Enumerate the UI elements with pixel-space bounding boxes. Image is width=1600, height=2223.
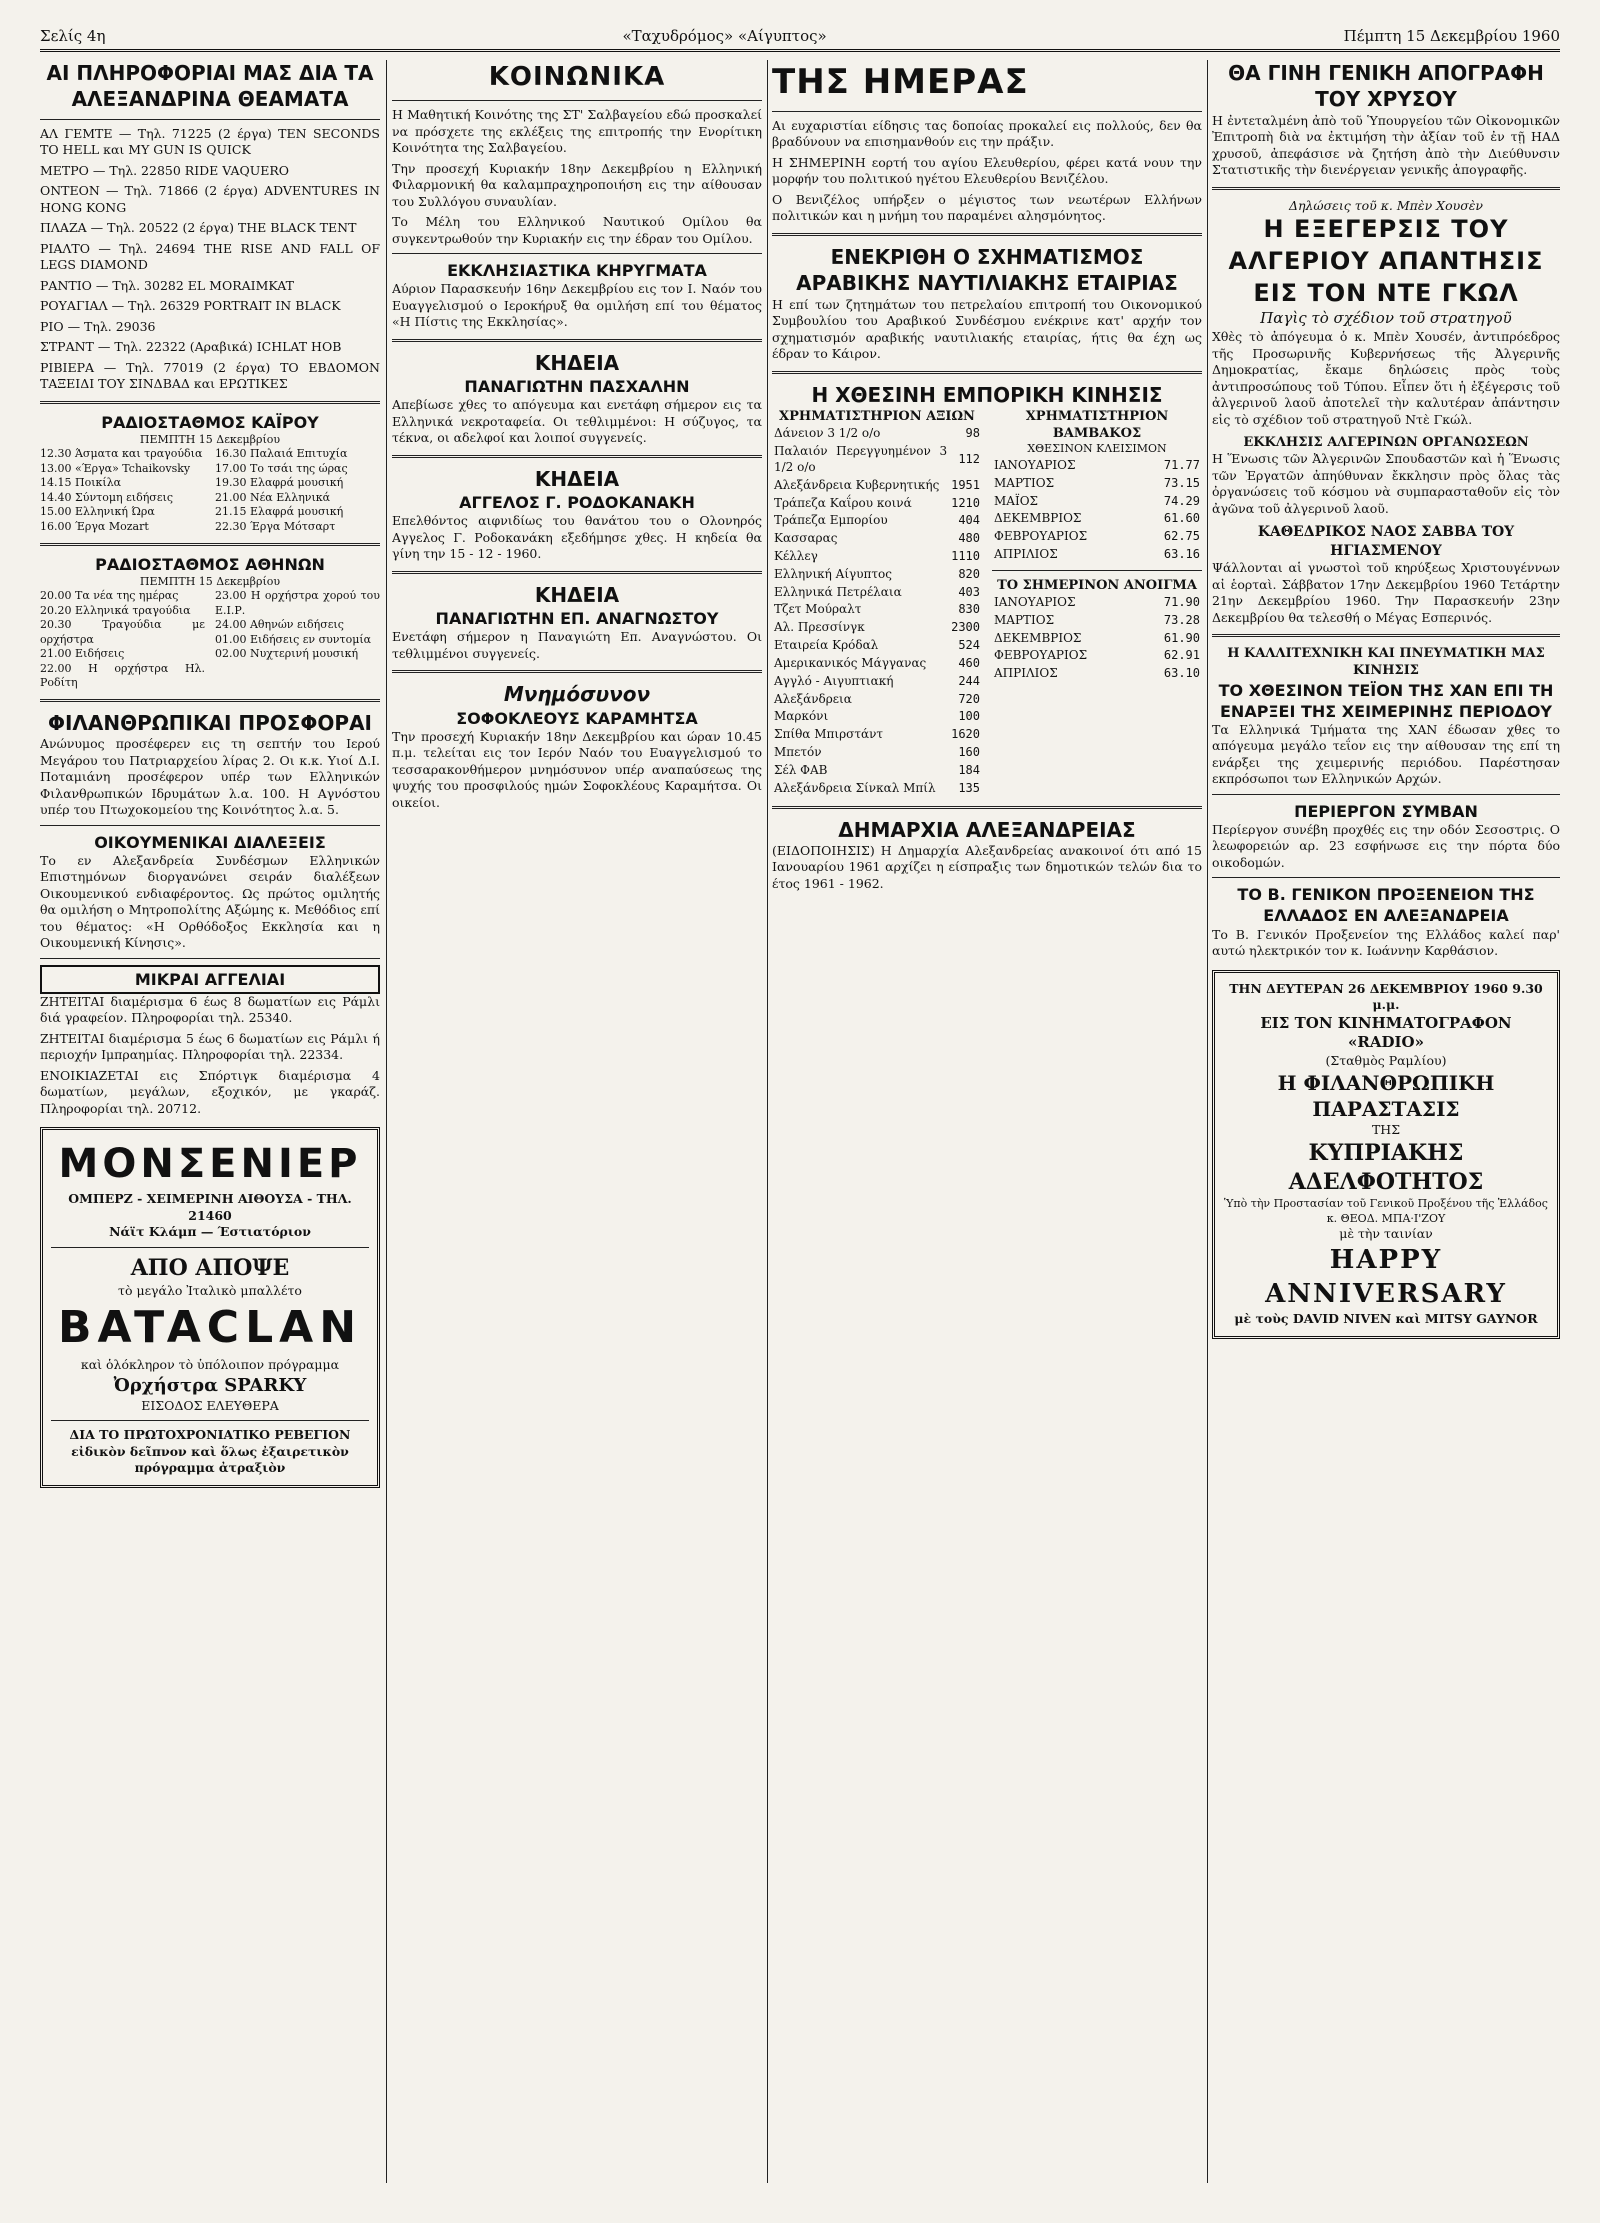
housen-subheading: Παγὶς τὸ σχέδιον τοῦ στρατηγοῦ [1260,309,1512,328]
donations-text: Ανώνυμος προσέφερεν εις τη σεπτήν του Ιερού Μεγάρου του Πατριαρχείου λίρας 2. Οι κ.κ. Υιοί Δ.Ι. Ποταμιάνη προσέφερον υπέρ των Ελληνικών Φιλανθρωπικών Ιδρυμάτων λ.α. 100. Η Αγνόστου υπέρ του Πτωχοκομείου της Κοινότητος λ.α. 5. [40,736,380,818]
table-row [772,655,982,673]
cinema-entry: ΡΑΝΤΙΟ — Τηλ. 30282 EL MORAIMKAT [40,277,294,293]
table-row [772,566,982,584]
ad-from: ΑΠΟ ΑΠΟΨΕ [130,1254,290,1281]
issue-date: Πέμπτη 15 Δεκεμβρίου 1960 [1343,27,1560,45]
radio-cairo-heading: ΡΑΔΙΟΣΤΑΘΜΟΣ ΚΑΪΡΟΥ [101,412,319,432]
table-value: 1951 [951,477,980,492]
table-row [772,443,982,477]
table-label: Κέλλεγ [774,549,818,563]
ad-organization: ΚΥΠΡΙΑΚΗΣ ΑΔΕΛΦΟΤΗΤΟΣ [1288,1139,1484,1195]
table-row [772,762,982,780]
radio-program-item: 14.15 Ποικίλα [40,476,122,490]
masthead [40,12,1560,52]
radio-program-item: 20.30 Τραγούδια με ορχήστρα [40,618,205,646]
table-label: Τζετ Μούραλτ [774,602,862,617]
radio-cinema-ad [1212,970,1560,1339]
table-row [772,673,982,691]
census-heading: ΘΑ ΓΙΝΗ ΓΕΝΙΚΗ ΑΠΟΓΡΑΦΗ ΤΟΥ ΧΡΥΣΟΥ [1228,61,1544,112]
table-value: 820 [958,566,980,581]
funeral-name-1: ΠΑΝΑΓΙΩΤΗΝ ΠΑΣΧΑΛΗΝ [464,377,690,397]
ad-the: ΤΗΣ [1371,1122,1401,1138]
radio-program-item: 21.00 Νέα Ελληνικά [215,490,331,504]
day-paragraph: Αι ευχαριστίαι είδησις τας δοποίας προκαλεί εις πολλούς, δεν θα βραδύνουν να επισημανθούν εις την πράξιν. [772,117,1202,150]
table-row [772,512,982,530]
table-label: Αλεξάνδρεια Σίνκαλ Μπίλ [774,780,936,795]
cinema-entry: ΜΕΤΡΟ — Τηλ. 22850 RIDE VAQUERO [40,162,290,178]
ad-description-2: καὶ ὁλόκληρον τὸ ὑπόλοιπον πρόγραμμα [80,1357,340,1373]
table-row [772,548,982,566]
table-value: 2300 [951,620,980,635]
column-rule [1207,60,1208,2183]
cotton-table [992,457,1202,564]
table-row [992,493,1202,511]
table-label: ΑΠΡΙΛΙΟΣ [994,547,1058,562]
table-row [992,647,1202,665]
table-row [772,691,982,709]
day-paragraph: Η ΣΗΜΕΡΙΝΗ εορτή του αγίου Ελευθερίου, φέρει κατά νουν την μορφήν του πολιτικού ηγέτου Ελευθερίου Βενιζέλου. [772,154,1202,187]
table-value: 61.60 [1163,511,1200,526]
radio-program-item: 21.15 Ελαφρά μουσική [215,505,344,519]
housen-kicker: Δηλώσεις τοῦ κ. Μπὲν Χουσὲν [1288,197,1484,213]
shipping-text: Η επί των ζητημάτων του πετρελαίου επιτροπή του Οικονομικού Συμβουλίου του Αραβικού Συνδέσμου ενέκρινε κατ' αρχήν τον σχηματισμόν αραβικής ναυτιλιακής εταιρίας, ήτις θα έχη ως έδραν το Κάιρον. [772,296,1202,362]
table-value: 63.16 [1163,547,1200,562]
table-value: 98 [965,426,980,441]
incident-text: Περίεργον συνέβη προχθές εις την οδόν Σεσοστρις. Ο λεωφορειών αρ. 23 εσφήνωσε εις την πόρτα δύο οικοδομών. [1212,821,1560,870]
ad-with: μὲ τὴν ταινίαν [1339,1226,1433,1242]
ad-station: (Σταθμὸς Ραμλίου) [1325,1053,1447,1069]
market-tables [772,408,1202,798]
table-row [772,530,982,548]
table-row [772,584,982,602]
table-row [992,528,1202,546]
day-heading: ΤΗΣ ΗΜΕΡΑΣ [772,62,1029,102]
radio-program-item: 22.30 Έργα Μότσαρτ [215,519,336,533]
ad-description: τὸ μεγάλο Ἰταλικὸ μπαλλέτο [118,1282,302,1298]
table-row [992,510,1202,528]
social-item: Την προσεχή Κυριακήν 18ην Δεκεμβρίου η Ελληνική Φιλαρμονική θα καλαμπραχηροποιήση εις την αίθουσαν του Συλλόγου συναυλίαν. [392,160,762,209]
ad-orchestra: Ὀρχήστρα SPARKY [113,1374,307,1396]
classifieds-heading: ΜΙΚΡΑΙ ΑΓΓΕΛΙΑΙ [40,965,380,994]
table-value: 1210 [951,495,980,510]
table-label: Σέλ ΦΑΒ [774,762,828,777]
cultural-text: Τα Ελληνικά Τμήματα της ΧΑΝ έδωσαν χθες το απόγευμα μεγάλο τεΐον εις την αίθουσαν της επί τη ενάρξει της χειμερινής περιόδου. Παρέστησαν εκπρόσωποι των Ελληνικών Αρχών. [1212,721,1560,787]
ad-show-name: BATACLAN [57,1302,363,1354]
memorial-name: ΣΟΦΟΚΛΕΟΥΣ ΚΑΡΑΜΗΤΣΑ [456,708,698,728]
incident-heading: ΠΕΡΙΕΡΓΟΝ ΣΥΜΒΑΝ [1294,801,1478,821]
table-value: 135 [958,780,980,795]
cinema-entry: ΑΛ ΓΕΜΤΕ — Τηλ. 71225 (2 έργα) TEN SECONDS TO HELL και MY GUN IS QUICK [40,125,380,158]
table-label: ΜΑΡΤΙΟΣ [994,475,1055,490]
radio-athens-date: ΠΕΜΠΤΗ 15 Δεκεμβρίου [139,574,281,588]
classified-entry: ΕΝΟΙΚΙΑΖΕΤΑΙ εις Σπόρτιγκ διαμέρισμα 4 δωματίων, μεγάλων, εξοχικόν, με γκαράζ. Πληροφορίαι τηλ. 20712. [40,1067,380,1116]
ad-date: ΤΗΝ ΔΕΥΤΕΡΑΝ 26 ΔΕΚΕΜΒΡΙΟΥ 1960 9.30 μ.μ. [1229,980,1543,1013]
ad-subtitle: ΟΜΠΕΡΖ - ΧΕΙΜΕΡΙΝΗ ΑΙΘΟΥΣΑ - ΤΗΛ. 21460 [68,1191,352,1223]
social-heading: ΚΟΙΝΩΝΙΚΑ [488,62,666,92]
radio-program-item: 20.00 Τα νέα της ημέρας [40,589,179,603]
table-value: 71.90 [1163,595,1200,609]
radio-cairo-date: ΠΕΜΠΤΗ 15 Δεκεμβρίου [139,432,281,446]
table-row [992,457,1202,475]
table-label: ΙΑΝΟΥΑΡΙΟΣ [994,595,1076,609]
table-value: 61.90 [1163,630,1200,645]
table-value: 1620 [951,727,980,742]
table-row [772,425,982,443]
table-value: 71.77 [1163,457,1200,472]
column-4 [1212,60,1560,2183]
consul-heading: ΤΟ Β. ΓΕΝΙΚΟΝ ΠΡΟΞΕΝΕΙΟΝ ΤΗΣ ΕΛΛΑΔΟΣ ΕΝ ΑΛΕΞΑΝΔΡΕΙΑ [1237,885,1535,926]
social-item: Η Μαθητική Κοινότης της ΣΤ' Σαλβαγείου εδώ προσκαλεί να πρόσχετε της εκλέξεις της επιτροπής την Ενορίτικη Κοινότητα της Σαλβαγείου. [392,107,762,156]
table-label: ΔΕΚΕΜΒΡΙΟΣ [994,511,1082,526]
column-2 [392,60,762,2183]
ad-cinema: ΕΙΣ ΤΟΝ ΚΙΝΗΜΑΤΟΓΡΑΦΟΝ «RADIO» [1260,1013,1512,1052]
table-label: Κασσαρας [774,531,838,546]
ecumenical-heading: ΟΙΚΟΥΜΕΝΙΚΑΙ ΔΙΑΛΕΞΕΙΣ [94,832,326,852]
stocks-table [772,425,982,797]
table-value: 62.75 [1163,529,1200,544]
ad-footer: ΔΙΑ ΤΟ ΠΡΩΤΟΧΡΟΝΙΑΤΙΚΟ ΡΕΒΕΓΙΟΝ εἰδικὸν δεῖπνον καὶ ὅλως ἐξαιρετικὸν πρόγραμμα ἀτραξιὸν [69,1427,351,1475]
theatres-heading: ΑΙ ΠΛΗΡΟΦΟΡΙΑΙ ΜΑΣ ΔΙΑ ΤΑ ΑΛΕΞΑΝΔΡΙΝΑ ΘΕΑΜΑΤΑ [46,61,374,112]
radio-program-item: 12.30 Άσματα και τραγούδια [40,447,203,461]
cathedral-text: Ψάλλονται αἱ γνωστοὶ τοῦ κηρύξεως Χριστουγέννων αἰ ἑορταὶ. Σάββατον 17ην Δεκεμβρίου 1960 Τετάρτην 21ην Δεκεμβρίου 1960. Την Παρασκευήν 23ην Δεκεμβρίου θα τελεσθή ο Μέγας Εσπερινός. [1212,560,1560,625]
table-row [772,744,982,762]
funeral-text-3: Ενετάφη σήμερον η Παναγιώτη Επ. Αναγνώστου. Οι τεθλιμμένοι συγγενείς. [392,629,762,661]
table-label: ΦΕΒΡΟΥΑΡΙΟΣ [994,648,1088,663]
table-row [992,630,1202,648]
table-label: Εταιρεία Κρόδαλ [774,638,879,653]
ecumenical-text: Το εν Αλεξανδρεία Συνδέσμων Ελληνικών Επιστημόνων διοργανώνει σειράν διαλέξεων Οικουμενικού ενδιαφέροντος. Ως πρώτος ομιλητής θα ομιλήση ο Μητροπολίτης Αξώμης κ. Μεθόδιος επί του θέματος: «Η Ορθόδοξος Εκκλησία και η Οικουμενική Κίνησις». [40,852,380,951]
housen-heading: Η ΕΞΕΓΕΡΣΙΣ ΤΟΥ ΑΛΓΕΡΙΟΥ ΑΠΑΝΤΗΣΙΣ ΕΙΣ ΤΟΝ ΝΤΕ ΓΚΩΛ [1228,215,1544,307]
cotton-heading: ΧΡΗΜΑΤΙΣΤΗΡΙΟΝ ΒΑΜΒΑΚΟΣ [1025,409,1169,442]
table-row [772,637,982,655]
table-label: Αλεξάνδρεια [774,691,852,706]
table-value: 112 [958,451,980,466]
newspaper-name: «Ταχυδρόμος» «Αίγυπτος» [622,27,827,45]
cultural-heading: ΤΟ ΧΘΕΣΙΝΟΝ ΤΕΪΟΝ ΤΗΣ ΧΑΝ ΕΠΙ ΤΗ ΕΝΑΡΞΕΙ ΤΗΣ ΧΕΙΜΕΡΙΝΗΣ ΠΕΡΙΟΔΟΥ [1218,680,1554,721]
table-label: ΦΕΒΡΟΥΑΡΙΟΣ [994,529,1088,544]
radio-program-item: 23.00 Η ορχήστρα χορού του Ε.Ι.Ρ. [215,589,380,617]
cinema-entry: ΡΙΟ — Τηλ. 29036 [40,318,156,334]
day-paragraph: Ο Βενιζέλος υπήρξεν ο μέγιστος των νεωτέρων Ελλήνων πολιτικών και η μνήμη του παραμένει αλησμόνητος. [772,191,1202,224]
funeral-name-2: ΑΓΓΕΛΟΣ Γ. ΡΟΔΟΚΑΝΑΚΗ [459,493,695,513]
page-number: Σελίς 4η [40,27,106,45]
algeria-text: Η Ἕνωσις τῶν Ἀλγερινῶν Σπουδαστῶν καὶ ἡ Ἕνωσις τῶν Ἐργατῶν ἀπηύθυναν ἔκκλησιν πρὸς ὅλας τὰς ὀργανώσεις τοῦ κόσμου νὰ συμπαρασταθοῦν εἰς τὸν ἀγῶνα τοῦ ἀλγερινοῦ λαοῦ. [1212,451,1560,516]
table-row [992,612,1202,630]
table-value: 480 [958,531,980,546]
ad-event: Η ΦΙΛΑΝΘΡΩΠΙΚΗ ΠΑΡΑΣΤΑΣΙΣ [1277,1070,1495,1122]
table-row [992,546,1202,564]
cotton-subheading: ΧΘΕΣΙΝΟΝ ΚΛΕΙΣΙΜΟΝ [1027,442,1167,456]
table-label: Μπετόν [774,745,822,760]
column-1 [40,60,380,2183]
algeria-subheading: ΕΚΚΛΗΣΙΣ ΑΛΓΕΡΙΝΩΝ ΟΡΓΑΝΩΣΕΩΝ [1243,435,1529,451]
table-value: 63.10 [1163,666,1200,681]
census-text: Η ἐντεταλμένη ἀπὸ τοῦ Ὑπουργείου τῶν Οἰκονομικῶν Ἐπιτροπὴ διὰ να ἐκτιμήση τὴν ἀξίαν τοῦ ἐν τῇ ΗΑΔ χρυσοῦ, ἀπεφάσισε νὰ ζητήση ἀπὸ τὴν Διεύθυνσιν Στατιστικῆς τὴν διενέργειαν γενικῆς ἀπογραφῆς. [1212,112,1560,178]
radio-program-item: 16.00 Έργα Mozart [40,519,149,533]
cinema-entry: ΡΙΑΛΤΟ — Τηλ. 24694 THE RISE AND FALL OF LEGS DIAMOND [40,240,380,273]
table-row [992,475,1202,493]
ad-entry: ΕΙΣΟΔΟΣ ΕΛΕΥΘΕΡΑ [141,1397,279,1413]
radio-program-item: 17.00 Το τσάι της ώρας [215,461,348,475]
table-label: ΙΑΝΟΥΑΡΙΟΣ [994,457,1076,472]
radio-program-item: 21.00 Ειδήσεις [40,647,125,661]
radio-program-item: 14.40 Σύντομη ειδήσεις [40,490,173,504]
market-heading: Η ΧΘΕΣΙΝΗ ΕΜΠΟΡΙΚΗ ΚΙΝΗΣΙΣ [811,382,1163,407]
table-value: 73.28 [1163,612,1200,627]
table-row [772,601,982,619]
table-value: 184 [958,762,980,777]
memorial-heading: Μνημόσυνον [503,682,651,707]
cinema-listings [40,126,380,393]
table-row [772,495,982,513]
table-value: 62.91 [1163,648,1200,663]
table-value: 720 [958,691,980,706]
ad-title: ΜΟΝΣΕΝΙΕΡ [58,1141,362,1188]
memorial-text: Την προσεχή Κυριακήν 18ην Δεκεμβρίου και ώραν 10.45 π.μ. τελείται εις τον Ιερόν Ναόν του Ευαγγελισμού το τεσσαρακονθήμερον μνημόσυνον υπέρ αναπαύσεως της ψυχής του προσφιλούς ημών Σοφοκλέους Καραμήτσα. Οι οικείοι. [392,728,762,810]
table-label: Δάνειον 3 1/2 ο/ο [774,426,881,441]
church-text: Αύριον Παρασκευήν 16ην Δεκεμβρίου εις τον Ι. Ναόν του Ευαγγελισμού ο Ιεροκήρυξ θα ομιλήση επί του θέματος «Η Πίστις της Εκκλησίας». [392,281,762,330]
table-label: ΜΑΡΤΙΟΣ [994,612,1055,627]
municipality-text: (ΕΙΔΟΠΟΙΗΣΙΣ) Η Δημαρχία Αλεξανδρείας ανακοινοί ότι από 15 Ιανουαρίου 1961 αρχίζει η είσπραξις των δημοτικών τελών δια το έτος 1961 - 1962. [772,842,1202,891]
column-rule [386,60,387,2183]
table-row [992,594,1202,612]
today-table [992,594,1202,683]
radio-program-item: 02.00 Νυχτερινή μουσική [215,647,359,661]
radio-program-item: 24.00 Αθηνών ειδήσεις [215,618,344,632]
radio-program-item: 15.00 Ελληνική Ώρα [40,505,155,519]
funeral-heading-1: ΚΗΔΕΙΑ [534,350,620,375]
cinema-entry: ΡΟΥΑΓΙΑΛ — Τηλ. 26329 PORTRAIT IN BLACK [40,298,341,314]
municipality-heading: ΔΗΜΑΡΧΙΑ ΑΛΕΞΑΝΔΡΕΙΑΣ [838,817,1136,842]
table-value: 160 [958,745,980,760]
ad-film: HAPPY ANNIVERSARY [1265,1244,1507,1309]
table-label: Αμερικανικός Μάγγανας [774,655,927,670]
housen-text: Χθὲς τὸ ἀπόγευμα ὁ κ. Μπὲν Χουσέν, ἀντιπρόεδρος τῆς Προσωρινῆς Κυβερνήσεως τῆς Ἀλγερινῆς Δημοκρατίας, ἔκαμε δηλώσεις πρὸς τοὺς ἀντιπροσώπους τοῦ Τύπου. Εἶπεν ὅτι ἡ ἐξέγερσις τοῦ ἀλγερινοῦ λαοῦ ἀποτελεῖ τὴν καλυτέραν ἀπάντησιν εἰς τὸ σχέδιον τοῦ στρατηγοῦ Ντὲ Γκώλ. [1212,329,1560,427]
funeral-heading-2: ΚΗΔΕΙΑ [534,466,620,491]
table-label: Τράπεζα Καΐρου κοινά [774,495,912,510]
ad-subtitle-2: Νάϊτ Κλάμπ — Έστιατόριον [109,1224,311,1240]
monseigneur-ad [40,1127,380,1487]
table-label: Τράπεζα Εμπορίου [774,513,888,528]
radio-athens-schedule [40,589,380,691]
table-row [772,708,982,726]
radio-program-item: 19.30 Ελαφρά μουσική [215,476,344,490]
table-label: ΔΕΚΕΜΒΡΙΟΣ [994,630,1082,645]
table-label: Αλ. Πρεσσίνγκ [774,620,865,635]
cinema-entry: ΡΙΒΙΕΡΑ — Τηλ. 77019 (2 έργα) ΤΟ ΕΒΔΟΜΟΝ ΤΑΞΕΙΔΙ ΤΟΥ ΣΙΝΔΒΑΔ και ΕΡΩΤΙΚΕΣ [40,359,380,392]
today-heading: ΤΟ ΣΗΜΕΡΙΝΟΝ ΑΝΟΙΓΜΑ [997,577,1197,593]
church-heading: ΕΚΚΛΗΣΙΑΣΤΙΚΑ ΚΗΡΥΓΜΑΤΑ [447,261,707,281]
social-news [392,107,762,247]
table-value: 74.29 [1163,493,1200,508]
table-label: Παλαιόν Περεγγυημένον 3 1/2 ο/ο [774,444,948,474]
cinema-entry: ΟΝΤΕΟΝ — Τηλ. 71866 (2 έργα) ADVENTURES IN HONG KONG [40,183,380,215]
table-row [772,780,982,798]
shipping-heading: ΕΝΕΚΡΙΘΗ Ο ΣΧΗΜΑΤΙΣΜΟΣ ΑΡΑΒΙΚΗΣ ΝΑΥΤΙΛΙΑΚΗΣ ΕΤΑΙΡΙΑΣ [796,244,1178,296]
table-value: 100 [958,709,980,724]
radio-cairo-schedule [40,447,380,534]
radio-program-item: 01.00 Ειδήσεις εν συντομία [215,632,372,646]
funeral-name-3: ΠΑΝΑΓΙΩΤΗΝ ΕΠ. ΑΝΑΓΝΩΣΤΟΥ [435,609,719,629]
cathedral-subheading: ΚΑΘΕΔΡΙΚΟΣ ΝΑΟΣ ΣΑΒΒΑ ΤΟΥ ΗΓΙΑΣΜΕΝΟΥ [1257,524,1515,559]
radio-program-item: 16.30 Παλαιά Επιτυχία [215,447,348,461]
radio-athens-heading: ΡΑΔΙΟΣΤΑΘΜΟΣ ΑΘΗΝΩΝ [95,554,325,574]
funeral-text-2: Επελθόντος αιφνιδίως του θανάτου του ο Ολονηρός Αγγελος Γ. Ροδοκανάκη εξεδήμησε χθες. Η κηδεία θα γίνη την 15 - 12 - 1960. [392,513,762,562]
classifieds-list [40,994,380,1118]
cinema-entry: ΠΛΑΖΑ — Τηλ. 20522 (2 έργα) THE BLACK TENT [40,220,357,236]
table-label: Σπίθα Μπιρστάντ [774,727,884,742]
cinema-entry: ΣΤΡΑΝΤ — Τηλ. 22322 (Αραβικά) ICHLAT HOB [40,339,342,355]
ad-patron: Ὑπὸ τὴν Προστασίαν τοῦ Γενικοῦ Προξένου τῆς Ἑλλάδος κ. ΘΕΟΔ. ΜΠΑ·Ι'ΖΟΥ [1224,1196,1548,1225]
table-label: Αλεξάνδρεια Κυβερνητικής [774,477,940,492]
table-value: 244 [958,673,980,688]
table-label: ΑΠΡΙΛΙΟΣ [994,666,1058,681]
column-rule [767,60,768,2183]
stocks-heading: ΧΡΗΜΑΤΙΣΤΗΡΙΟΝ ΑΞΙΩΝ [779,409,975,425]
table-value: 404 [958,513,980,528]
table-row [992,665,1202,683]
table-value: 403 [958,584,980,599]
radio-program-item: 20.20 Ελληνικά τραγούδια [40,603,191,617]
ad-stars: μὲ τοὺς DAVID NIVEN καὶ MITSY GAYNOR [1234,1311,1538,1327]
table-label: Αγγλό - Αιγυπτιακή [774,673,894,688]
funeral-text-1: Απεβίωσε χθες το απόγευμα και ενετάφη σήμερον εις τα Ελληνικά νεκροταφεία. Οι τεθλιμμένοι: Η σύζυγος, τα τέκνα, οι αδελφοί και λοιποί συγγενείς. [392,397,762,446]
table-label: ΜΑΪΟΣ [994,493,1039,508]
table-value: 524 [958,638,980,653]
cultural-subheading: Η ΚΑΛΛΙΤΕΧΝΙΚΗ ΚΑΙ ΠΝΕΥΜΑΤΙΚΗ ΜΑΣ ΚΙΝΗΣΙΣ [1227,646,1545,679]
table-row [772,726,982,744]
table-label: Μαρκόνι [774,709,829,724]
radio-program-item: 13.00 «Έργα» Tchaikovsky [40,461,191,475]
table-label: Ελληνικά Πετρέλαια [774,584,902,599]
social-item: Το Μέλη του Ελληνικού Ναυτικού Ομίλου θα συγκεντρωθούν την Κυριακήν εις την έδραν του Ομίλου. [392,214,762,246]
table-value: 830 [958,602,980,617]
table-row [772,477,982,495]
consul-text: Το Β. Γενικόν Προξενείον της Ελλάδος καλεί παρ' αυτώ ηλεκτρικόν τον κ. Ιωάννην Καρθάσιον. [1212,926,1560,959]
table-row [772,619,982,637]
table-value: 73.15 [1163,475,1200,490]
classified-entry: ΖΗΤΕΙΤΑΙ διαμέρισμα 5 έως 6 δωματίων εις Ράμλι ή περιοχήν Ιμπραημίας. Πληροφορίαι τηλ. 22334. [40,1030,380,1063]
table-value: 460 [958,655,980,670]
classified-entry: ΖΗΤΕΙΤΑΙ διαμέρισμα 6 έως 8 δωματίων εις Ράμλι διά γραφείον. Πληροφορίαι τηλ. 25340. [40,993,380,1026]
column-3 [772,60,1202,2183]
table-value: 1110 [951,549,980,563]
day-commentary [772,118,1202,225]
funeral-heading-3: ΚΗΔΕΙΑ [534,582,620,607]
radio-program-item: 22.00 Η ορχήστρα Ηλ. Ροδίτη [40,661,205,690]
table-label: Ελληνική Αίγυπτος [774,566,892,581]
donations-heading: ΦΙΛΑΝΘΡΩΠΙΚΑΙ ΠΡΟΣΦΟΡΑΙ [47,710,372,735]
